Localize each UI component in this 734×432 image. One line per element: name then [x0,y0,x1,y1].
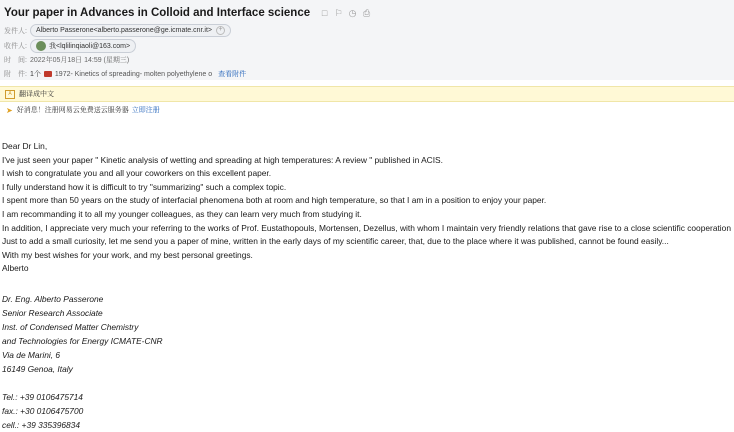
megaphone-icon: ➤ [6,105,13,115]
signature-title: Senior Research Associate [2,308,103,318]
translate-icon: A [5,90,15,99]
attachment-row [4,69,246,79]
body-line: With my best wishes for your work, and my best personal greetings. [2,249,253,260]
mail-header [0,0,734,80]
translate-bar [0,86,734,102]
mail-body [2,140,732,276]
time-label: 时 间: [4,57,27,64]
signature-street: Via de Marini, 6 [2,350,61,360]
signature-tel: Tel.: +39 0106475714 [2,392,83,402]
from-row [4,24,231,37]
subject-row [4,4,371,22]
signature-institute: Inst. of Condensed Matter Chemistry [2,322,139,332]
mail-subject: Your paper in Advances in Colloid and Interface science [4,7,311,19]
body-line: Just to add a small curiosity, let me send you a paper of mine, written in the early days of my scientific career, that, due to the place where it was published, cannot be found easily... [2,236,669,247]
avatar [36,41,46,51]
flag-icon[interactable]: ⚐ [334,7,343,18]
from-label: 发件人: [4,27,27,35]
signature-fax: fax.: +30 0106475700 [2,406,84,416]
recipient-chip[interactable] [30,39,136,53]
body-line: Alberto [2,263,29,274]
time-row [4,55,129,65]
add-contact-icon[interactable]: + [216,26,225,35]
body-line: I fully understand how it is difficult to try "summarizing" such a complex topic. [2,181,287,192]
attachment-label: 附 件: [4,71,27,78]
body-line: I am recommanding it to all my younger colleagues, as they can learn very much from studying it. [2,208,362,219]
signature-city: 16149 Genoa, Italy [2,364,73,374]
to-row [4,39,136,53]
body-line: I spent more than 50 years on the study of interfacial phenomena both at room and high temperature, so that I am in a position to enjoy your paper. [2,195,547,206]
signature-spacer [2,376,402,390]
subject-icons [320,9,371,18]
body-line: Dear Dr Lin, [2,141,48,151]
signature-block [2,292,402,432]
signature-cell: cell.: +39 335396834 [2,420,81,430]
body-line: In addition, I appreciate very much your referring to the works of Prof. Eustathopouls, Mortensen, Dezellus, with whom I maintain very friendly relations that gave rise to a close scientific cooperation [2,222,731,233]
promo-register-link[interactable]: 立即注册 [131,107,160,114]
pdf-file-icon [44,71,52,77]
bookmark-icon[interactable]: □ [321,7,328,18]
promo-text: 好消息！注册网易云免费送云服务器 [16,107,129,114]
signature-name: Dr. Eng. Alberto Passerone [2,294,104,304]
recipient-address: 我<lqlilinqiaoli@163.com> [49,43,131,50]
to-label: 收件人: [4,43,27,50]
attachment-count: 1个 [30,71,41,78]
attachment-name[interactable]: 1972- Kinetics of spreading- molten polyethylene o [54,70,213,78]
promo-banner [0,104,734,116]
clock-icon[interactable]: ◷ [348,7,357,18]
translate-link[interactable]: 翻译成中文 [19,91,54,98]
sender-address: Alberto Passerone<alberto.passerone@ge.icmate.cnr.it> [36,27,212,34]
time-value: 2022年05月18日 14:59 (星期三) [30,57,130,64]
sender-chip[interactable] [30,24,231,37]
body-line: I wish to congratulate you and all your coworkers on this excellent paper. [2,168,272,179]
view-attachment-link[interactable]: 查看附件 [218,71,247,78]
signature-institute-cont: and Technologies for Energy ICMATE-CNR [2,336,163,346]
print-icon[interactable]: ⎙ [363,7,371,18]
body-line: I've just seen your paper " Kinetic analysis of wetting and spreading at high temperatures: A review " published in ACIS. [2,154,443,165]
